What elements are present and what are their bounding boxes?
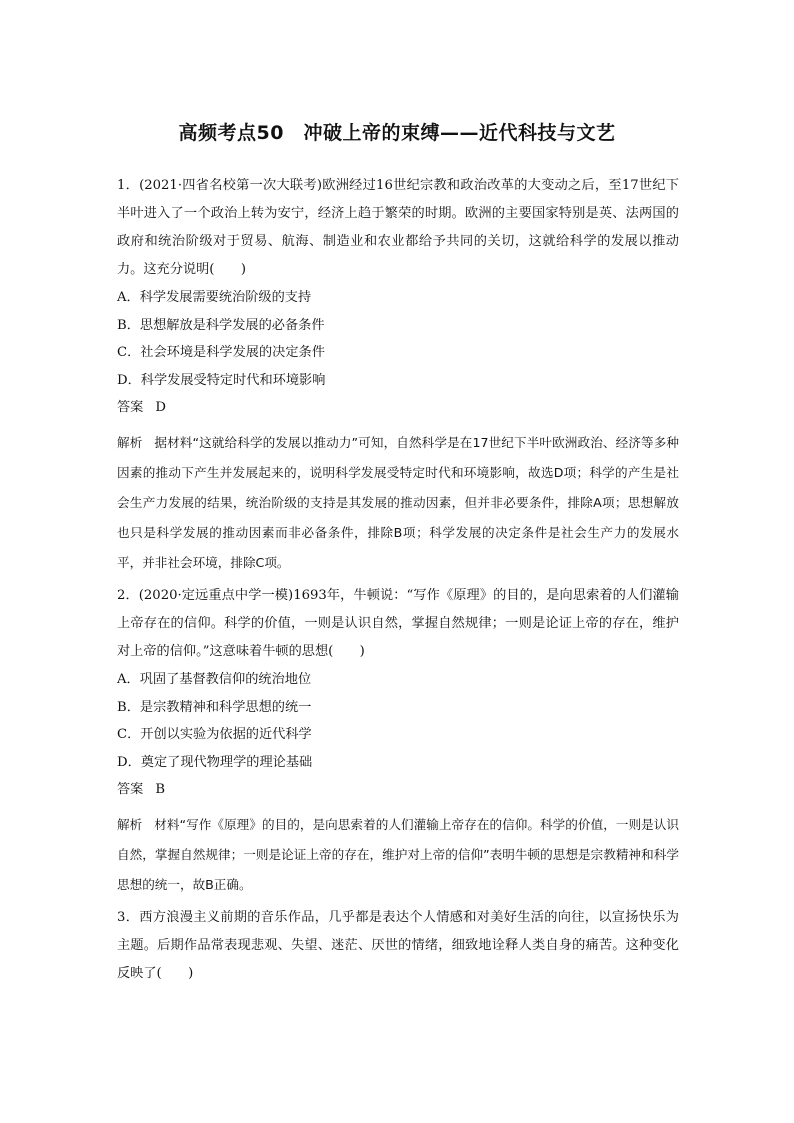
question-3 — [117, 904, 679, 988]
answer-line — [117, 394, 679, 422]
explanation-label: 解析 — [117, 817, 143, 832]
page-title: 高频考点50 冲破上帝的束缚——近代科技与文艺 — [178, 122, 616, 144]
question-1 — [117, 172, 679, 578]
explanation — [117, 810, 679, 900]
question-stem: 2．(2020·定远重点中学一模)1693年，牛顿说：“写作《原理》的目的，是向思索着的人们灌输上帝存在的信仰。科学的价值，一则是认识自然，掌握自然规律；一则是论证上帝的存在，维护对上帝的信仰。”这意味着牛顿的思想( ) — [117, 588, 679, 659]
explanation-text: 据材料“这就给科学的发展以推动力”可知，自然科学是在17世纪下半叶欧洲政治、经济等多种因素的推动下产生并发展起来的，说明科学发展受特定时代和环境影响，故选D项；科学的产生是社会生产力发展的结果，统治阶级的支持是其发展的推动因素，但并非必要条件，排除A项；思想解放也只是科学发展的推动因素而非必备条件，排除B项；科学发展的决定条件是社会生产力的发展水平，并非社会环境，排除C项。 — [117, 435, 680, 570]
question-list — [117, 172, 679, 988]
option-d: D．科学发展受特定时代和环境影响 — [117, 372, 326, 388]
option-b: B．思想解放是科学发展的必备条件 — [117, 317, 325, 333]
question-stem: 3．西方浪漫主义前期的音乐作品，几乎都是表达个人情感和对美好生活的向往，以宣扬快乐为主题。后期作品常表现悲观、失望、迷茫、厌世的情绪，细致地诠释人类自身的痛苦。这种变化反映了( ) — [117, 910, 679, 981]
answer-value: B — [155, 782, 166, 797]
option-b: B．是宗教精神和科学思想的统一 — [117, 699, 312, 715]
answer-value: D — [155, 400, 166, 415]
answer-label: 答案 — [117, 400, 144, 415]
explanation-label: 解析 — [117, 435, 143, 450]
answer-line — [117, 776, 679, 804]
option-a: A．巩固了基督教信仰的统治地位 — [117, 672, 312, 687]
option-c: C．社会环境是科学发展的决定条件 — [117, 345, 325, 360]
answer-label: 答案 — [117, 782, 144, 797]
question-stem: 1．(2021·四省名校第一次大联考)欧洲经过16世纪宗教和政治改革的大变动之后，至17世纪下半叶进入了一个政治上转为安宁，经济上趋于繁荣的时期。欧洲的主要国家特别是英、法两国的政府和统治阶级对于贸易、航海、制造业和农业都给予共同的关切，这就给科学的发展以推动力。这充分说明( ) — [117, 178, 679, 277]
explanation-text: 材料“写作《原理》的目的，是向思索着的人们灌输上帝存在的信仰。科学的价值，一则是认识自然，掌握自然规律；一则是论证上帝的存在，维护对上帝的信仰”表明牛顿的思想是宗教精神和科学思想的统一，故B正确。 — [117, 817, 679, 892]
option-c: C．开创以实验为依据的近代科学 — [117, 727, 312, 742]
option-a: A．科学发展需要统治阶级的支持 — [117, 290, 312, 305]
explanation — [117, 428, 679, 578]
question-2 — [117, 582, 679, 900]
option-d: D．奠定了现代物理学的理论基础 — [117, 754, 313, 770]
